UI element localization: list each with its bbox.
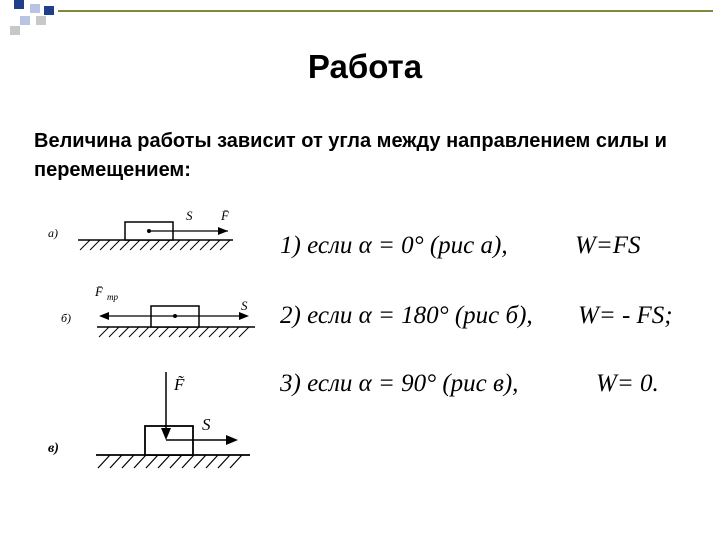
case-2-condition: 2) если α = 180° (рис б),	[280, 302, 533, 329]
case-3-condition: 3) если α = 90° (рис в),	[280, 370, 519, 397]
figure-b-f-label: F̄	[95, 284, 103, 299]
case-1-formula: W=FS	[575, 232, 641, 259]
intro-text: Величина работы зависит от угла между направлением силы и перемещением:	[34, 130, 667, 181]
figure-v	[40, 368, 255, 480]
figure-v-f-label: F̃	[174, 375, 185, 394]
case-3	[280, 370, 659, 398]
figure-b-f-sub: тр	[107, 292, 118, 302]
figure-a-tag: а)	[48, 226, 58, 240]
case-2	[280, 302, 673, 330]
case-1	[280, 232, 641, 260]
figure-b-tag: б)	[61, 311, 72, 325]
figure-v-s-label: S	[202, 415, 211, 434]
figure-a	[28, 192, 248, 262]
case-1-condition: 1) если α = 0° (рис а),	[280, 232, 508, 259]
figure-a-s-label: S	[186, 208, 193, 223]
case-2-formula: W= - FS;	[578, 302, 673, 329]
figure-b	[55, 278, 265, 356]
slide-title: Работа	[307, 48, 423, 85]
figure-a-f-label: F̄	[221, 208, 229, 223]
figure-v-tag: в)	[48, 441, 59, 456]
case-3-formula: W= 0.	[596, 370, 659, 397]
figure-b-s-label: S	[241, 298, 248, 313]
